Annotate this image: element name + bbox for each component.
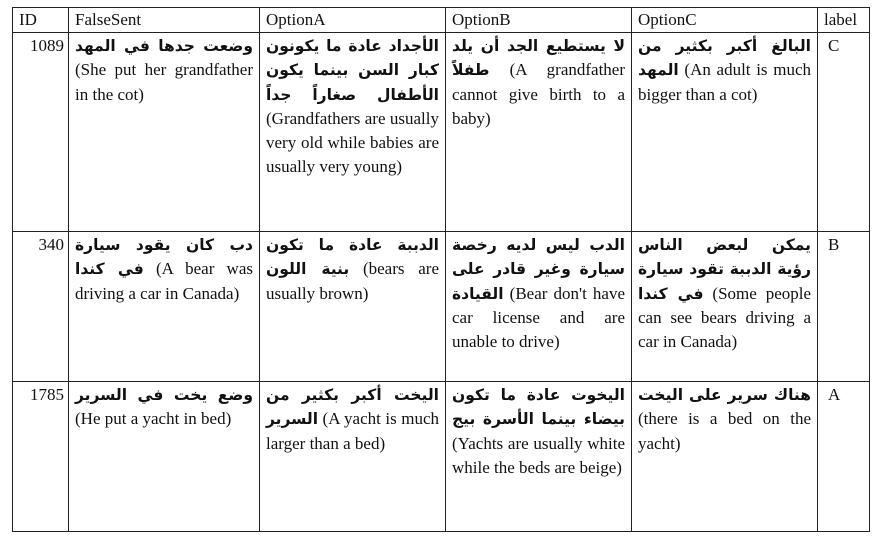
cell-id: 340 — [13, 232, 69, 382]
cell-false-sent — [69, 232, 260, 382]
cell-label: C — [818, 33, 870, 232]
english-translation: (Grandfathers are usually very old while babies are usually very young) — [266, 108, 439, 177]
cell-option-a — [260, 382, 446, 532]
cell-option-c — [632, 33, 818, 232]
english-translation: (Yachts are usually white while the beds are beige) — [452, 433, 625, 477]
cell-option-c — [632, 232, 818, 382]
arabic-text: دب كان يقود سيارة في كندا — [75, 236, 253, 279]
table-row — [13, 232, 870, 382]
table-row — [13, 33, 870, 232]
header-label: label — [818, 8, 870, 33]
header-option-c: OptionC — [632, 8, 818, 33]
cell-label: A — [818, 382, 870, 532]
arabic-text: يمكن لبعض الناس رؤية الدببة تقود سيارة في كندا — [638, 236, 811, 303]
table-header-row — [13, 8, 870, 33]
header-option-b: OptionB — [446, 8, 632, 33]
cell-option-b — [446, 232, 632, 382]
english-translation: (Bear don't have car license and are unable to drive) — [452, 283, 625, 352]
header-id: ID — [13, 8, 69, 33]
arabic-text: البالغ أكبر بكثير من المهد — [638, 37, 811, 80]
arabic-text: وضع يخت في السرير — [75, 386, 253, 404]
arabic-text: هناك سرير على اليخت — [638, 386, 811, 404]
english-translation: (A bear was driving a car in Canada) — [75, 259, 253, 303]
arabic-text: الأجداد عادة ما يكونون كبار السن بينما يكون الأطفال صغاراً جداً — [266, 37, 439, 104]
english-translation: (An adult is much bigger than a cot) — [638, 60, 811, 104]
english-translation: (He put a yacht in bed) — [75, 409, 232, 429]
cell-id: 1089 — [13, 33, 69, 232]
header-option-a: OptionA — [260, 8, 446, 33]
arabic-text: اليخت أكبر بكثير من السرير — [266, 386, 439, 429]
cell-option-c — [632, 382, 818, 532]
english-translation: (Some people can see bears driving a car in Canada) — [638, 283, 812, 352]
cell-false-sent — [69, 382, 260, 532]
cell-option-a — [260, 232, 446, 382]
english-translation: (She put her grandfather in the cot) — [75, 60, 253, 104]
cell-option-b — [446, 33, 632, 232]
cell-false-sent — [69, 33, 260, 232]
table-row — [13, 382, 870, 532]
arabic-text: لا يستطيع الجد أن يلد طفلاً — [452, 37, 625, 80]
english-translation: (A yacht is much larger than a bed) — [266, 409, 439, 453]
header-false-sent: FalseSent — [69, 8, 260, 33]
english-translation: (A grandfather cannot give birth to a baby) — [452, 60, 625, 128]
english-translation: (bears are usually brown) — [266, 259, 440, 303]
cell-option-a — [260, 33, 446, 232]
examples-table — [12, 7, 870, 532]
cell-id: 1785 — [13, 382, 69, 532]
cell-option-b — [446, 382, 632, 532]
arabic-text: الدب ليس لديه رخصة سيارة وغير قادر على القيادة — [452, 236, 625, 303]
arabic-text: الدببة عادة ما تكون بنية اللون — [266, 236, 439, 279]
arabic-text: وضعت جدها في المهد — [75, 37, 253, 55]
english-translation: (there is a bed on the yacht) — [638, 409, 811, 453]
cell-label: B — [818, 232, 870, 382]
arabic-text: اليخوت عادة ما تكون بيضاء بينما الأسرة بيج — [452, 386, 625, 429]
examples-table-container — [12, 7, 869, 532]
